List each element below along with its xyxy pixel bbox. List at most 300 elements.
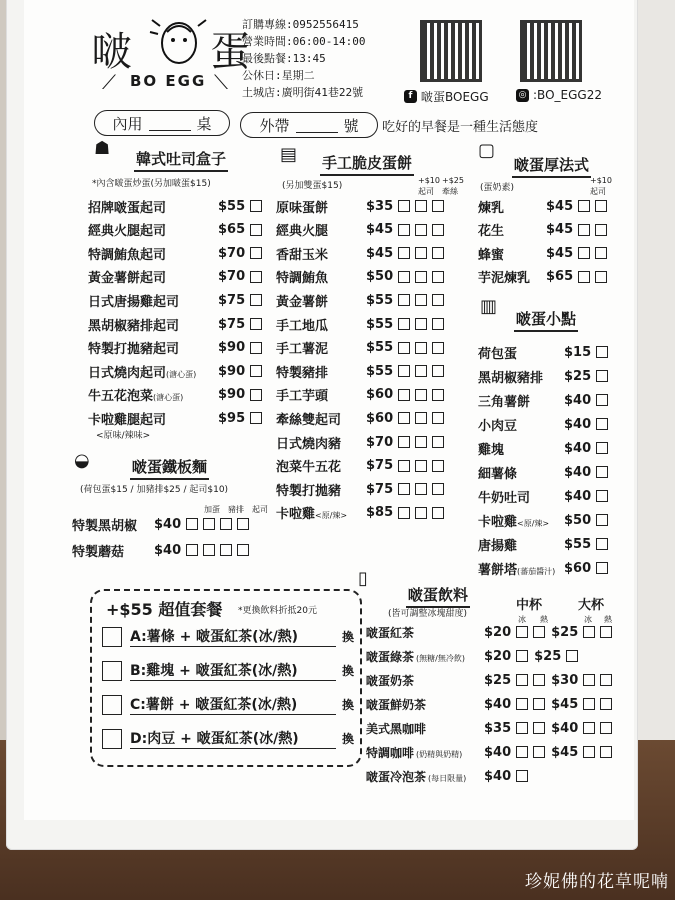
large-price: $45 xyxy=(551,696,579,712)
menu-item-row xyxy=(478,438,608,458)
checkbox[interactable] xyxy=(533,626,545,638)
combo-title: +$55 超值套餐 xyxy=(106,600,223,619)
checkbox[interactable] xyxy=(432,342,444,354)
checkbox[interactable] xyxy=(578,247,590,259)
checkbox[interactable] xyxy=(398,389,410,401)
checkbox[interactable] xyxy=(432,436,444,448)
checkbox[interactable] xyxy=(250,318,262,330)
checkbox[interactable] xyxy=(578,271,590,283)
menu-item-row xyxy=(276,385,444,405)
combo-checkbox[interactable] xyxy=(102,695,122,715)
checkbox[interactable] xyxy=(398,271,410,283)
crepe-section-title: 手工脆皮蛋餅 xyxy=(320,152,414,176)
checkbox[interactable] xyxy=(398,507,410,519)
facebook-icon: f xyxy=(404,90,417,103)
checkbox[interactable] xyxy=(203,544,215,556)
snacks-section-title: 啵蛋小點 xyxy=(514,308,578,332)
drink-name: 美式黑咖啡 xyxy=(366,721,427,736)
checkbox[interactable] xyxy=(432,318,444,330)
item-note: (溏心蛋) xyxy=(166,369,197,379)
item-name: 花生 xyxy=(478,224,505,240)
menu-item-row xyxy=(88,338,262,358)
item-name: 牛奶吐司 xyxy=(478,490,531,506)
item-name: 黑胡椒豬排 xyxy=(478,370,544,386)
item-name: 小肉豆 xyxy=(478,418,518,434)
swap-label: 換 xyxy=(342,664,355,678)
checkbox[interactable] xyxy=(595,271,607,283)
item-name: 日式唐揚雞起司 xyxy=(88,294,180,310)
item-name: 手工薯泥 xyxy=(276,342,329,358)
menu-item-row xyxy=(478,243,607,263)
swap-label: 換 xyxy=(342,732,355,746)
drink-name: 啵蛋奶茶 xyxy=(366,673,415,688)
noodle-hdr-pork: 豬排 xyxy=(228,505,244,514)
item-name: 特製蘑菇 xyxy=(72,544,125,560)
large-price: $45 xyxy=(551,744,579,760)
menu-item-row xyxy=(478,267,607,287)
toast-flavor-note: <原味/辣味> xyxy=(96,431,151,441)
menu-paper xyxy=(24,0,634,820)
checkbox[interactable] xyxy=(415,507,427,519)
fries-icon: ▥ xyxy=(480,296,498,317)
checkbox[interactable] xyxy=(398,200,410,212)
checkbox[interactable] xyxy=(398,412,410,424)
checkbox[interactable] xyxy=(415,271,427,283)
checkbox[interactable] xyxy=(600,674,612,686)
menu-sleeve xyxy=(6,0,638,850)
medium-price: $40 xyxy=(484,768,512,784)
drink-cup-icon: ▯ xyxy=(358,568,368,589)
checkbox[interactable] xyxy=(432,224,444,236)
checkbox[interactable] xyxy=(516,650,528,662)
number-label: 號 xyxy=(343,116,359,135)
item-name: 特製豬排 xyxy=(276,365,329,381)
info-last-order: 最後點餐:13:45 xyxy=(242,52,326,65)
combo-option-row[interactable] xyxy=(102,694,354,715)
instagram-text: :BO_EGG22 xyxy=(533,88,602,102)
menu-item-row xyxy=(72,540,249,560)
checkbox[interactable] xyxy=(533,746,545,758)
medium-price: $40 xyxy=(484,696,512,712)
checkbox[interactable] xyxy=(600,626,612,638)
item-name: 特製打拋豬起司 xyxy=(88,342,180,358)
checkbox[interactable] xyxy=(600,722,612,734)
drink-name-cell xyxy=(366,768,484,785)
combo-checkbox[interactable] xyxy=(102,661,122,681)
qr-code-fb[interactable] xyxy=(420,20,482,82)
item-name: 細薯條 xyxy=(478,466,518,482)
menu-item-row xyxy=(478,414,608,434)
crepe-note: (另加雙蛋$15) xyxy=(282,181,343,191)
checkbox[interactable] xyxy=(596,490,608,502)
checkbox[interactable] xyxy=(186,544,198,556)
item-name: 手工芋頭 xyxy=(276,389,329,405)
table-label: 桌 xyxy=(196,114,212,133)
drink-row xyxy=(366,742,612,762)
checkbox[interactable] xyxy=(533,698,545,710)
medium-price: $25 xyxy=(484,672,512,688)
item-name: 唐揚雞 xyxy=(478,538,518,554)
checkbox[interactable] xyxy=(595,247,607,259)
checkbox[interactable] xyxy=(250,247,262,259)
drink-note: (每日限量) xyxy=(428,773,467,783)
menu-item-row xyxy=(478,342,608,362)
item-price: $90 xyxy=(218,363,246,379)
item-price: $15 xyxy=(564,344,592,360)
checkbox[interactable] xyxy=(398,294,410,306)
item-price: $50 xyxy=(564,512,592,528)
combo-note: *更換飲料折抵20元 xyxy=(238,606,317,616)
combo-option-label: B:雞塊 + 啵蛋紅茶(冰/熱) xyxy=(130,660,336,681)
checkbox[interactable] xyxy=(583,746,595,758)
item-name: 經典火腿起司 xyxy=(88,224,167,240)
medium-price: $20 xyxy=(484,624,512,640)
crepe-hdr-stringy: 牽絲 xyxy=(442,187,458,196)
checkbox[interactable] xyxy=(533,722,545,734)
item-price: $95 xyxy=(218,410,246,426)
drink-name: 啵蛋紅茶 xyxy=(366,625,415,640)
item-price: $55 xyxy=(366,316,394,332)
facebook-text: 啵蛋BOEGG xyxy=(421,90,489,104)
checkbox[interactable] xyxy=(432,389,444,401)
item-price: $60 xyxy=(564,560,592,576)
item-price: $70 xyxy=(366,434,394,450)
item-note: (溏心蛋) xyxy=(153,393,184,403)
checkbox[interactable] xyxy=(583,626,595,638)
checkbox[interactable] xyxy=(398,460,410,472)
checkbox[interactable] xyxy=(578,224,590,236)
item-name: 雞塊 xyxy=(478,442,505,458)
checkbox[interactable] xyxy=(250,412,262,424)
item-name: 黃金薯餅起司 xyxy=(88,271,167,287)
checkbox[interactable] xyxy=(596,538,608,550)
info-closed: 公休日:星期二 xyxy=(242,69,315,82)
checkbox[interactable] xyxy=(595,200,607,212)
menu-item-row xyxy=(276,503,444,523)
drink-name: 啵蛋鮮奶茶 xyxy=(366,697,427,712)
combo-option-row[interactable] xyxy=(102,626,354,647)
thick-hdr-cheese: 起司 xyxy=(590,187,606,196)
checkbox[interactable] xyxy=(566,650,578,662)
menu-item-row xyxy=(88,385,262,405)
checkbox[interactable] xyxy=(250,200,262,212)
checkbox[interactable] xyxy=(583,674,595,686)
noodle-section-title: 啵蛋鐵板麵 xyxy=(130,456,209,480)
checkbox[interactable] xyxy=(596,514,608,526)
item-name: 薯餅塔(蕃茄醬汁) xyxy=(478,562,556,578)
item-name: 牛五花泡菜(溏心蛋) xyxy=(88,389,184,405)
checkbox[interactable] xyxy=(186,518,198,530)
menu-item-row xyxy=(88,290,262,310)
menu-item-row xyxy=(276,338,444,358)
checkbox[interactable] xyxy=(596,442,608,454)
large-ice-label: 冰 xyxy=(584,615,592,624)
checkbox[interactable] xyxy=(516,722,528,734)
checkbox[interactable] xyxy=(432,412,444,424)
menu-item-row xyxy=(478,366,608,386)
toast-note: *內含啵蛋炒蛋(另加啵蛋$15) xyxy=(92,179,211,189)
checkbox[interactable] xyxy=(415,483,427,495)
menu-item-row xyxy=(276,432,444,452)
checkbox[interactable] xyxy=(583,722,595,734)
item-name: 特製黑胡椒 xyxy=(72,518,138,534)
checkbox[interactable] xyxy=(596,394,608,406)
item-price: $90 xyxy=(218,387,246,403)
checkbox[interactable] xyxy=(398,247,410,259)
checkbox[interactable] xyxy=(516,626,528,638)
checkbox[interactable] xyxy=(600,698,612,710)
toast-bread-icon: ▢ xyxy=(478,140,496,161)
checkbox[interactable] xyxy=(250,389,262,401)
item-price: $40 xyxy=(564,440,592,456)
medium-ice-label: 冰 xyxy=(518,615,526,624)
menu-item-row xyxy=(276,290,444,310)
menu-item-row xyxy=(88,314,262,334)
thick-plus: +$10 xyxy=(590,176,612,185)
item-price: $40 xyxy=(564,416,592,432)
menu-item-row xyxy=(276,220,444,240)
combo-checkbox[interactable] xyxy=(102,729,122,749)
chef-icon: ☗ xyxy=(94,138,111,159)
checkbox[interactable] xyxy=(600,746,612,758)
checkbox[interactable] xyxy=(398,436,410,448)
checkbox[interactable] xyxy=(432,365,444,377)
info-address: 土城店:廣明街41巷22號 xyxy=(242,86,364,99)
item-name: 特調鮪魚 xyxy=(276,271,329,287)
item-name: 泡菜牛五花 xyxy=(276,460,342,476)
checkbox[interactable] xyxy=(398,318,410,330)
menu-item-row xyxy=(88,196,262,216)
drink-note: (奶精與奶精) xyxy=(416,749,463,759)
item-name: 原味蛋餅 xyxy=(276,200,329,216)
drinks-section-title: 啵蛋飲料 xyxy=(406,584,470,608)
checkbox[interactable] xyxy=(415,412,427,424)
item-name: 黃金薯餅 xyxy=(276,294,329,310)
checkbox[interactable] xyxy=(533,674,545,686)
drink-row xyxy=(366,670,612,690)
item-note: <原/辣> xyxy=(315,511,348,521)
checkbox[interactable] xyxy=(432,247,444,259)
item-price: $60 xyxy=(366,387,394,403)
item-name: 香甜玉米 xyxy=(276,247,329,263)
combo-option-row[interactable] xyxy=(102,728,354,749)
checkbox[interactable] xyxy=(398,224,410,236)
checkbox[interactable] xyxy=(220,544,232,556)
checkbox[interactable] xyxy=(250,294,262,306)
menu-item-row xyxy=(88,243,262,263)
checkbox[interactable] xyxy=(237,518,249,530)
swap-label: 換 xyxy=(342,698,355,712)
item-price: $75 xyxy=(366,458,394,474)
item-price: $75 xyxy=(218,316,246,332)
checkbox[interactable] xyxy=(595,224,607,236)
item-price: $40 xyxy=(564,488,592,504)
noodle-bowl-icon: ◒ xyxy=(74,450,90,471)
thick-section-title: 啵蛋厚法式 xyxy=(512,154,591,178)
drink-row xyxy=(366,718,612,738)
item-note: (蕃茄醬汁) xyxy=(517,566,556,576)
medium-cup-label: 中杯 xyxy=(516,598,543,613)
drink-row xyxy=(366,694,612,714)
combo-checkbox[interactable] xyxy=(102,627,122,647)
checkbox[interactable] xyxy=(432,294,444,306)
menu-item-row xyxy=(88,361,262,381)
thick-note: (蛋奶素) xyxy=(480,183,515,193)
large-price: $25 xyxy=(551,624,579,640)
checkbox[interactable] xyxy=(432,483,444,495)
checkbox[interactable] xyxy=(250,342,262,354)
dine-in-field[interactable] xyxy=(94,110,230,136)
menu-item-row xyxy=(72,514,249,534)
checkbox[interactable] xyxy=(432,460,444,472)
drink-name: 啵蛋綠茶 xyxy=(366,649,415,664)
checkbox[interactable] xyxy=(516,674,528,686)
noodle-hdr-egg: 加蛋 xyxy=(204,505,220,514)
drinks-note: (皆可調整冰塊甜度) xyxy=(388,609,468,619)
large-hot-label: 熱 xyxy=(604,615,612,624)
checkbox[interactable] xyxy=(415,389,427,401)
checkbox[interactable] xyxy=(415,247,427,259)
noodle-hdr-cheese: 起司 xyxy=(252,505,268,514)
drink-name-cell xyxy=(366,696,484,713)
checkbox[interactable] xyxy=(415,318,427,330)
logo-char-2: 蛋 xyxy=(210,29,252,75)
item-price: $40 xyxy=(154,516,182,532)
checkbox[interactable] xyxy=(415,224,427,236)
checkbox[interactable] xyxy=(415,436,427,448)
checkbox[interactable] xyxy=(516,770,528,782)
drink-name-cell xyxy=(366,672,484,689)
checkbox[interactable] xyxy=(415,460,427,472)
item-name: 手工地瓜 xyxy=(276,318,329,334)
noodle-note: (荷包蛋$15 / 加豬排$25 / 起司$10) xyxy=(80,485,229,495)
menu-item-row xyxy=(276,456,444,476)
checkbox[interactable] xyxy=(250,224,262,236)
checkbox[interactable] xyxy=(398,365,410,377)
crepe-plus2: +$25 xyxy=(442,176,464,185)
checkbox[interactable] xyxy=(398,483,410,495)
drink-name: 特調咖啡 xyxy=(366,745,415,760)
checkbox[interactable] xyxy=(250,365,262,377)
qr-code-ig[interactable] xyxy=(520,20,582,82)
checkbox[interactable] xyxy=(596,370,608,382)
item-name: 蜂蜜 xyxy=(478,247,505,263)
item-price: $55 xyxy=(218,198,246,214)
swap-label: 換 xyxy=(342,630,355,644)
checkbox[interactable] xyxy=(250,271,262,283)
item-note: <原/辣> xyxy=(517,518,550,528)
checkbox[interactable] xyxy=(432,507,444,519)
item-name: 招牌啵蛋起司 xyxy=(88,200,167,216)
item-price: $50 xyxy=(366,269,394,285)
item-price: $60 xyxy=(366,410,394,426)
item-name: 卡啦雞<原/辣> xyxy=(478,514,550,530)
item-name: 三角薯餅 xyxy=(478,394,531,410)
item-price: $55 xyxy=(366,340,394,356)
item-price: $75 xyxy=(366,481,394,497)
item-price: $55 xyxy=(366,292,394,308)
checkbox[interactable] xyxy=(583,698,595,710)
menu-item-row xyxy=(478,462,608,482)
menu-item-row xyxy=(88,267,262,287)
facebook-handle xyxy=(404,88,489,105)
checkbox[interactable] xyxy=(596,418,608,430)
spatula-right-icon: ⟍ xyxy=(214,70,228,94)
item-name: 荷包蛋 xyxy=(478,346,518,362)
checkbox[interactable] xyxy=(432,200,444,212)
item-price: $45 xyxy=(366,222,394,238)
info-hours: 營業時間:06:00-14:00 xyxy=(242,35,366,48)
checkbox[interactable] xyxy=(596,346,608,358)
large-cup-label: 大杯 xyxy=(578,598,605,613)
checkbox[interactable] xyxy=(578,200,590,212)
takeout-field[interactable] xyxy=(240,112,378,138)
item-price: $90 xyxy=(218,340,246,356)
large-price: $30 xyxy=(551,672,579,688)
item-price: $40 xyxy=(564,392,592,408)
item-price: $45 xyxy=(546,198,574,214)
checkbox[interactable] xyxy=(415,365,427,377)
item-price: $85 xyxy=(366,505,394,521)
menu-item-row xyxy=(478,558,608,578)
crepe-plus1: +$10 xyxy=(418,176,440,185)
item-price: $75 xyxy=(218,292,246,308)
instagram-handle xyxy=(516,88,602,102)
item-name: 牽絲雙起司 xyxy=(276,412,342,428)
checkbox[interactable] xyxy=(203,518,215,530)
spatula-left-icon: ⟋ xyxy=(102,70,116,94)
logo-english: BO EGG xyxy=(130,72,207,90)
checkbox[interactable] xyxy=(596,466,608,478)
checkbox[interactable] xyxy=(415,342,427,354)
checkbox[interactable] xyxy=(415,294,427,306)
menu-item-row xyxy=(276,361,444,381)
combo-option-label: D:肉豆 + 啵蛋紅茶(冰/熱) xyxy=(130,728,336,749)
item-price: $45 xyxy=(546,222,574,238)
checkbox[interactable] xyxy=(398,342,410,354)
menu-item-row xyxy=(88,408,262,428)
item-price: $45 xyxy=(546,245,574,261)
item-price: $25 xyxy=(564,368,592,384)
watermark: 珍妮佛的花草呢喃 xyxy=(525,872,669,892)
checkbox[interactable] xyxy=(596,562,608,574)
checkbox[interactable] xyxy=(432,271,444,283)
checkbox[interactable] xyxy=(415,200,427,212)
item-price: $70 xyxy=(218,269,246,285)
drink-row xyxy=(366,646,578,666)
checkbox[interactable] xyxy=(220,518,232,530)
checkbox[interactable] xyxy=(237,544,249,556)
item-name: 卡啦雞<原/辣> xyxy=(276,507,348,523)
medium-price: $35 xyxy=(484,720,512,736)
slogan: 吃好的早餐是一種生活態度 xyxy=(382,120,539,135)
combo-option-label: C:薯餅 + 啵蛋紅茶(冰/熱) xyxy=(130,694,336,715)
item-name: 日式燒肉豬 xyxy=(276,436,342,452)
drink-row xyxy=(366,622,612,642)
info-phone: 訂購專線:0952556415 xyxy=(242,18,359,31)
checkbox[interactable] xyxy=(516,698,528,710)
menu-item-row xyxy=(478,196,607,216)
item-name: 特製打拋豬 xyxy=(276,483,342,499)
menu-item-row xyxy=(478,486,608,506)
menu-item-row xyxy=(478,390,608,410)
checkbox[interactable] xyxy=(516,746,528,758)
combo-option-row[interactable] xyxy=(102,660,354,681)
menu-item-row xyxy=(478,510,608,530)
item-name: 日式燒肉起司(溏心蛋) xyxy=(88,365,197,381)
item-price: $35 xyxy=(366,198,394,214)
item-name: 煉乳 xyxy=(478,200,505,216)
